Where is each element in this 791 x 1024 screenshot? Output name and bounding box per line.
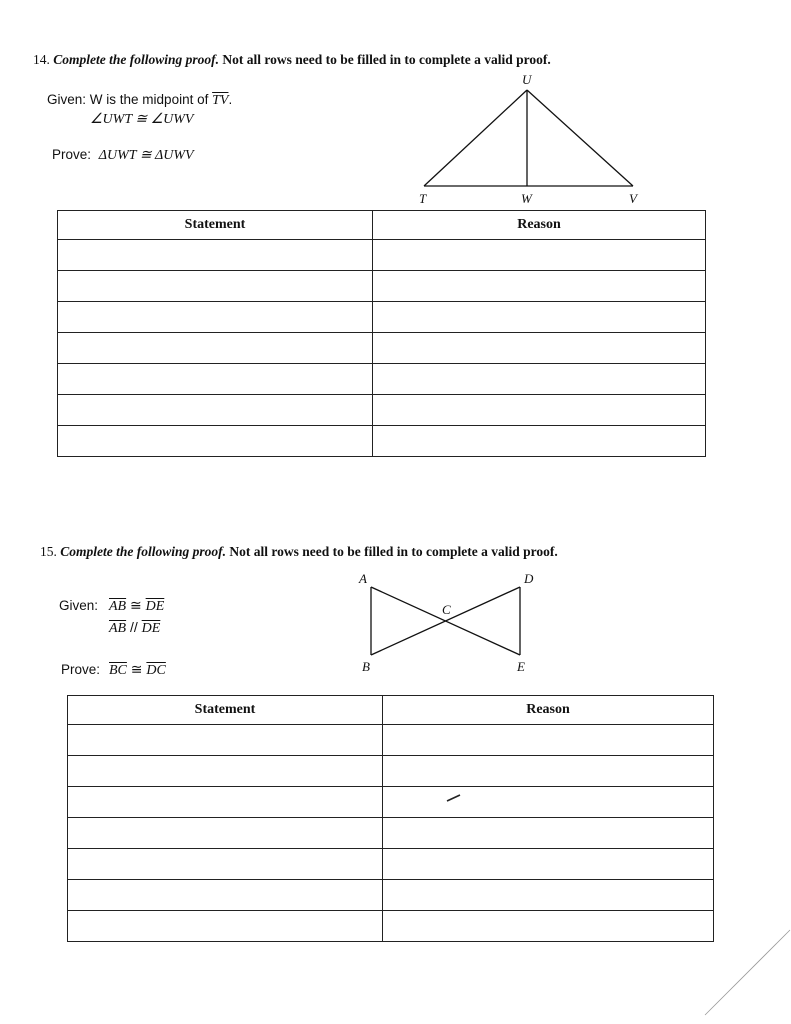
- reason-cell[interactable]: [373, 426, 706, 457]
- reason-cell[interactable]: [383, 756, 714, 787]
- given-line-1-end: .: [228, 92, 233, 107]
- problem-14-note: Not all rows need to be filled in to complete a valid proof.: [222, 52, 551, 67]
- vertex-label-u: U: [522, 72, 532, 87]
- statement-header: Statement: [58, 211, 373, 240]
- given-label: Given:: [59, 598, 99, 613]
- table-row: [58, 395, 706, 426]
- problem-14-prove: [52, 147, 194, 164]
- statement-cell[interactable]: [68, 849, 383, 880]
- segment-de-label: $\overline{DE}$: [141, 621, 161, 636]
- reason-cell[interactable]: [373, 240, 706, 271]
- segment-ab-label: $\overline{AB}$: [109, 621, 127, 636]
- reason-header: Reason: [383, 696, 714, 725]
- table-header-row: [68, 696, 714, 725]
- reason-header: Reason: [373, 211, 706, 240]
- problem-15-given: [59, 598, 98, 613]
- vertex-label-b: B: [362, 659, 370, 674]
- proof-table-14: [57, 210, 706, 457]
- problem-15-prove: [61, 662, 100, 677]
- problem-14-header: [33, 52, 551, 68]
- table-row: [68, 880, 714, 911]
- vertex-label-v: V: [629, 191, 637, 206]
- reason-cell[interactable]: [373, 302, 706, 333]
- reason-cell[interactable]: [373, 271, 706, 302]
- problem-14-number: 14.: [33, 52, 50, 67]
- statement-cell[interactable]: [58, 395, 373, 426]
- table-row: [68, 911, 714, 942]
- table-row: [58, 426, 706, 457]
- prove-label: Prove:: [52, 147, 92, 162]
- statement-cell[interactable]: [58, 271, 373, 302]
- reason-cell[interactable]: [383, 849, 714, 880]
- prove-statement: [109, 661, 166, 679]
- congruent-symbol: ≅: [126, 661, 147, 677]
- problem-15-header: [40, 544, 558, 560]
- statement-cell[interactable]: [68, 756, 383, 787]
- vertex-label-d: D: [524, 571, 534, 586]
- given-label: Given:: [47, 92, 87, 107]
- table-row: [58, 333, 706, 364]
- margin-mark: [705, 930, 790, 1015]
- reason-cell[interactable]: [383, 911, 714, 942]
- segment-dc-label: $\overline{DC}$: [146, 663, 166, 678]
- statement-cell[interactable]: [58, 240, 373, 271]
- segment-ae: [371, 587, 520, 655]
- reason-cell[interactable]: [373, 395, 706, 426]
- problem-14-instruction: Complete the following proof.: [53, 52, 220, 67]
- statement-cell[interactable]: [58, 333, 373, 364]
- table-row: [68, 725, 714, 756]
- given-line-2: [109, 619, 160, 637]
- table-row: [68, 787, 714, 818]
- prove-statement: ΔUWT ≅ ΔUWV: [98, 148, 194, 163]
- reason-cell[interactable]: [383, 818, 714, 849]
- table-row: [68, 849, 714, 880]
- problem-15-note: Not all rows need to be filled in to complete a valid proof.: [229, 544, 558, 559]
- vertex-label-w: W: [521, 191, 532, 206]
- reason-cell[interactable]: [373, 364, 706, 395]
- reason-cell[interactable]: [373, 333, 706, 364]
- statement-cell[interactable]: [68, 880, 383, 911]
- segment-ab-label: $\overline{AB}$: [109, 599, 127, 614]
- vertex-label-a: A: [359, 571, 367, 586]
- congruent-symbol: ≅: [126, 597, 146, 613]
- reason-cell[interactable]: [383, 880, 714, 911]
- table-row: [58, 302, 706, 333]
- segment-uv: [527, 90, 633, 186]
- prove-label: Prove:: [61, 662, 101, 677]
- reason-cell[interactable]: [383, 725, 714, 756]
- given-segment-tv: $\overline{TV}$: [212, 93, 229, 108]
- reason-cell[interactable]: [383, 787, 714, 818]
- segment-ut: [424, 90, 527, 186]
- statement-cell[interactable]: [68, 911, 383, 942]
- segment-bc-label: $\overline{BC}$: [109, 663, 127, 678]
- problem-15-instruction: Complete the following proof.: [60, 544, 227, 559]
- table-row: [58, 240, 706, 271]
- statement-cell[interactable]: [58, 364, 373, 395]
- statement-cell[interactable]: [58, 426, 373, 457]
- statement-cell[interactable]: [68, 818, 383, 849]
- problem-15-number: 15.: [40, 544, 57, 559]
- segment-bd: [371, 587, 520, 655]
- statement-cell[interactable]: [68, 787, 383, 818]
- table-row: [68, 756, 714, 787]
- parallel-symbol: //: [126, 619, 142, 635]
- table-row: [68, 818, 714, 849]
- proof-table-15: [67, 695, 714, 942]
- problem-14-given: [47, 92, 232, 109]
- given-line-1: [109, 597, 164, 615]
- table-row: [58, 364, 706, 395]
- statement-cell[interactable]: [68, 725, 383, 756]
- given-line-2: ∠UWT ≅ ∠UWV: [90, 112, 194, 127]
- table-header-row: [58, 211, 706, 240]
- given-line-1-text: W is the midpoint of: [89, 92, 209, 107]
- vertex-label-e: E: [517, 659, 525, 674]
- segment-de-label: $\overline{DE}$: [145, 599, 165, 614]
- vertex-label-t: T: [419, 191, 427, 206]
- statement-cell[interactable]: [58, 302, 373, 333]
- statement-header: Statement: [68, 696, 383, 725]
- vertex-label-c: C: [442, 602, 451, 617]
- table-row: [58, 271, 706, 302]
